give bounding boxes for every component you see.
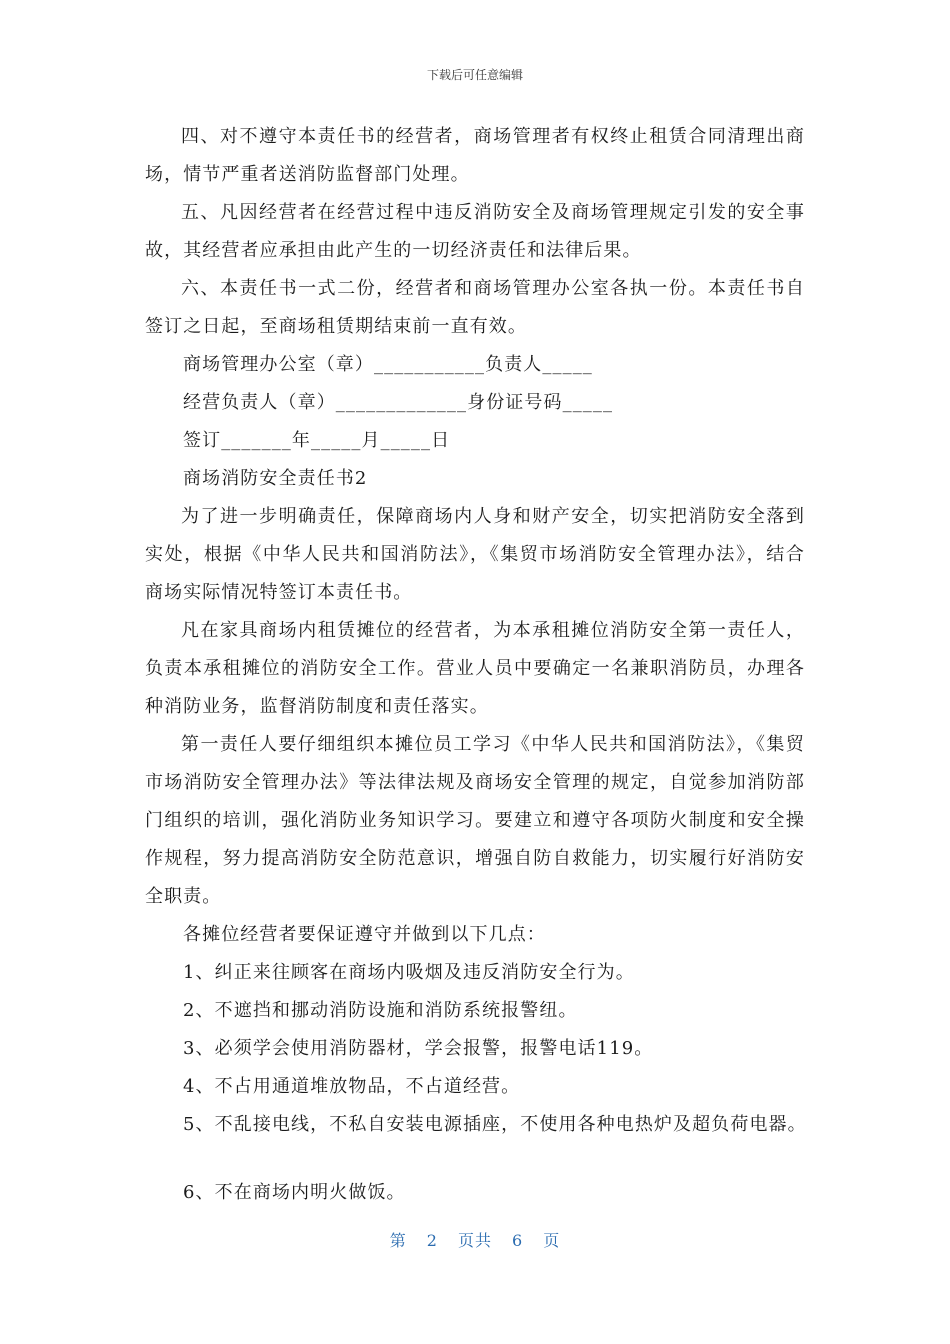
page-header: 下载后可任意编辑: [426, 68, 523, 82]
list-item-5: 5、不乱接电线，不私自安装电源插座，不使用各种电热炉及超负荷电器。: [183, 1114, 807, 1135]
spacer: [145, 1144, 805, 1174]
page-footer: [0, 1228, 950, 1251]
signature-line-operator: 经营负责人（章）_____________身份证号码_____: [183, 392, 614, 413]
footer-prefix: 第: [389, 1231, 407, 1250]
document-body: [145, 118, 805, 1212]
paragraph-training: 第一责任人要仔细组织本摊位员工学习《中华人民共和国消防法》，《集贸市场消防安全管理办法》等法律法规及商场安全管理的规定，自觉参加消防部门组织的培训，强化消防业务知识学习。要建立和遵守各项防火制度和安全操作规程，努力提高消防安全防范意识，增强自防自救能力，切实履行好消防安全职责。: [145, 734, 805, 907]
list-item-2: 2、不遮挡和挪动消防设施和消防系统报警纽。: [183, 1000, 578, 1021]
paragraph-6: 六、本责任书一式二份，经营者和商场管理办公室各执一份。本责任书自签订之日起，至商场租赁期结束前一直有效。: [145, 278, 805, 337]
list-item-1: 1、纠正来往顾客在商场内吸烟及违反消防安全行为。: [183, 962, 635, 983]
footer-page-number: 2: [426, 1231, 438, 1250]
paragraph-intro: 为了进一步明确责任，保障商场内人身和财产安全，切实把消防安全落到实处，根据《中华人民共和国消防法》，《集贸市场消防安全管理办法》，结合商场实际情况特签订本责任书。: [145, 506, 805, 603]
paragraph-5: 五、凡因经营者在经营过程中违反消防安全及商场管理规定引发的安全事故，其经营者应承担由此产生的一切经济责任和法律后果。: [145, 202, 805, 261]
list-heading: 各摊位经营者要保证遵守并做到以下几点：: [183, 924, 546, 945]
paragraph-responsibility: 凡在家具商场内租赁摊位的经营者，为本承租摊位消防安全第一责任人，负责本承租摊位的消防安全工作。营业人员中要确定一名兼职消防员，办理各种消防业务，监督消防制度和责任落实。: [145, 620, 805, 717]
section-title: 商场消防安全责任书2: [183, 468, 368, 489]
list-item-4: 4、不占用通道堆放物品，不占道经营。: [183, 1076, 521, 1097]
paragraph-4: 四、对不遵守本责任书的经营者，商场管理者有权终止租赁合同清理出商场，情节严重者送消防监督部门处理。: [145, 126, 805, 185]
footer-suffix: 页: [543, 1231, 561, 1250]
list-item-6: 6、不在商场内明火做饭。: [183, 1182, 406, 1203]
signature-line-office: 商场管理办公室（章）___________负责人_____: [183, 354, 593, 375]
signature-line-date: 签订_______年_____月_____日: [183, 430, 451, 451]
list-item-3: 3、必须学会使用消防器材，学会报警，报警电话119。: [183, 1038, 654, 1059]
footer-total-pages: 6: [512, 1231, 524, 1250]
footer-middle: 页共: [457, 1231, 492, 1250]
